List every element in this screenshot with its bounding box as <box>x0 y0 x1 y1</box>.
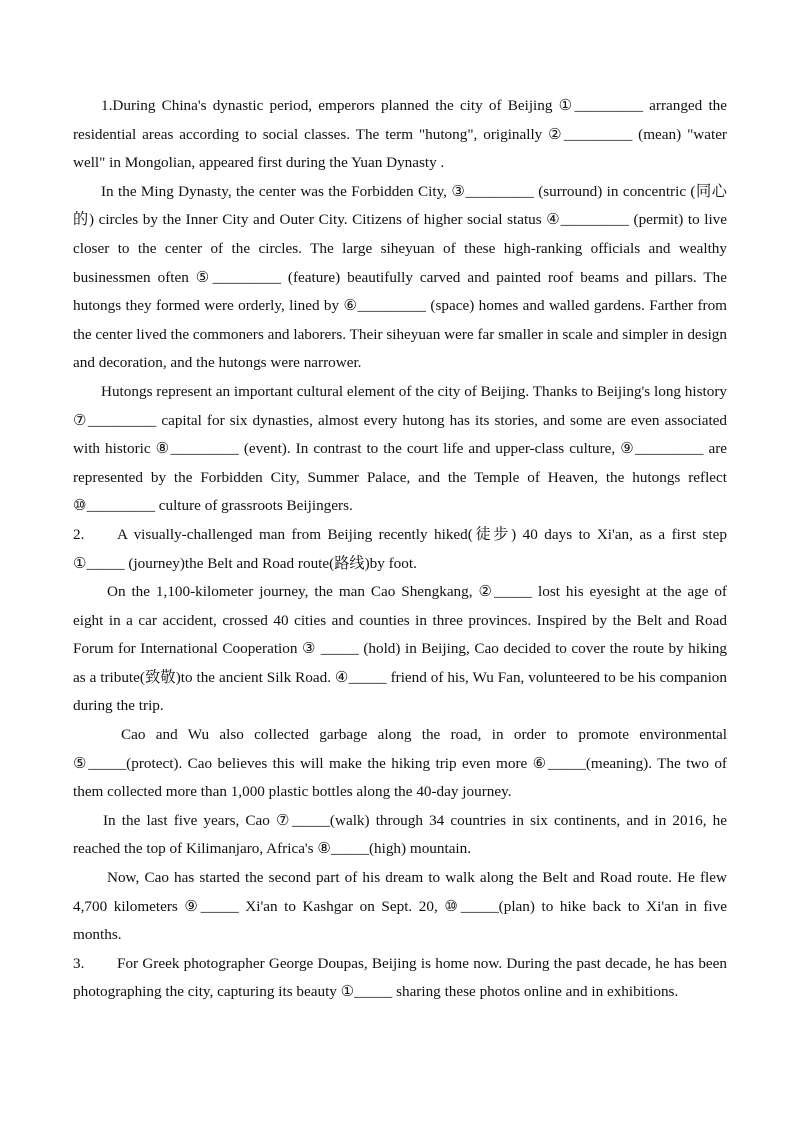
passage-2-paragraph-1: A visually-challenged man from Beijing recently hiked(徒步) 40 days to Xi'an, as a first step ①_____ (journey)the Belt and Road route(路线)by foot. <box>73 525 727 572</box>
document-page <box>73 92 727 1007</box>
passage-3-heading-paragraph <box>73 950 727 1007</box>
passage-2-paragraph-5: Now, Cao has started the second part of his dream to walk along the Belt and Road route. He flew 4,700 kilometers ⑨_____ Xi'an to Kashgar on Sept. 20, ⑩_____(plan) to hike back to Xi'an in five months. <box>73 869 727 944</box>
passage-3-paragraph-1: For Greek photographer George Doupas, Beijing is home now. During the past decade, he has been photographing the city, capturing its beauty ①_____ sharing these photos online and in exhibitions. <box>73 954 727 1001</box>
question-number-2: 2. <box>73 525 85 543</box>
passage-1-paragraph-3: Hutongs represent an important cultural element of the city of Beijing. Thanks to Beijing's long history ⑦_________ capital for six dynasties, almost every hutong has its stories, and some are even associated with historic ⑧_________ (event). In contrast to the court life and upper-class culture, ⑨_________ are represented by the Forbidden City, Summer Palace, and the Temple of Heaven, the hutongs reflect ⑩_________ culture of grassroots Beijingers. <box>73 382 727 515</box>
passage-2-paragraph-3: Cao and Wu also collected garbage along the road, in order to promote environmental ⑤_____(protect). Cao believes this will make the hiking trip even more ⑥_____(meaning). The two of them collected more than 1,000 plastic bottles along the 40-day journey. <box>73 726 727 801</box>
passage-2-paragraph-4: In the last five years, Cao ⑦_____(walk) through 34 countries in six continents, and in 2016, he reached the top of Kilimanjaro, Africa's ⑧_____(high) mountain. <box>73 811 727 858</box>
passage-2-heading-paragraph <box>73 521 727 578</box>
passage-1-paragraph-2: In the Ming Dynasty, the center was the Forbidden City, ③_________ (surround) in concentric (同心的) circles by the Inner City and Outer City. Citizens of higher social status ④_________ (permit) to live closer to the center of the circles. The large siheyuan of these high-ranking officials and wealthy businessmen often ⑤_________ (feature) beautifully carved and painted roof beams and pillars. The hutongs they formed were orderly, lined by ⑥_________ (space) homes and walled gardens. Farther from the center lived the commoners and laborers. Their siheyuan were far smaller in scale and simpler in design and decoration, and the hutongs were narrower. <box>73 182 727 372</box>
passage-2-paragraph-2: On the 1,100-kilometer journey, the man Cao Shengkang, ②_____ lost his eyesight at the age of eight in a car accident, crossed 40 cities and counties in three provinces. Inspired by the Belt and Road Forum for International Cooperation ③ _____ (hold) in Beijing, Cao decided to cover the route by hiking as a tribute(致敬)to the ancient Silk Road. ④_____ friend of his, Wu Fan, volunteered to be his companion during the trip. <box>73 583 727 715</box>
passage-1-paragraph-1: 1.During China's dynastic period, emperors planned the city of Beijing ①_________ arranged the residential areas according to social classes. The term "hutong", originally ②_________ (mean) "water well" in Mongolian, appeared first during the Yuan Dynasty . <box>73 97 727 172</box>
question-number-3: 3. <box>73 954 85 972</box>
